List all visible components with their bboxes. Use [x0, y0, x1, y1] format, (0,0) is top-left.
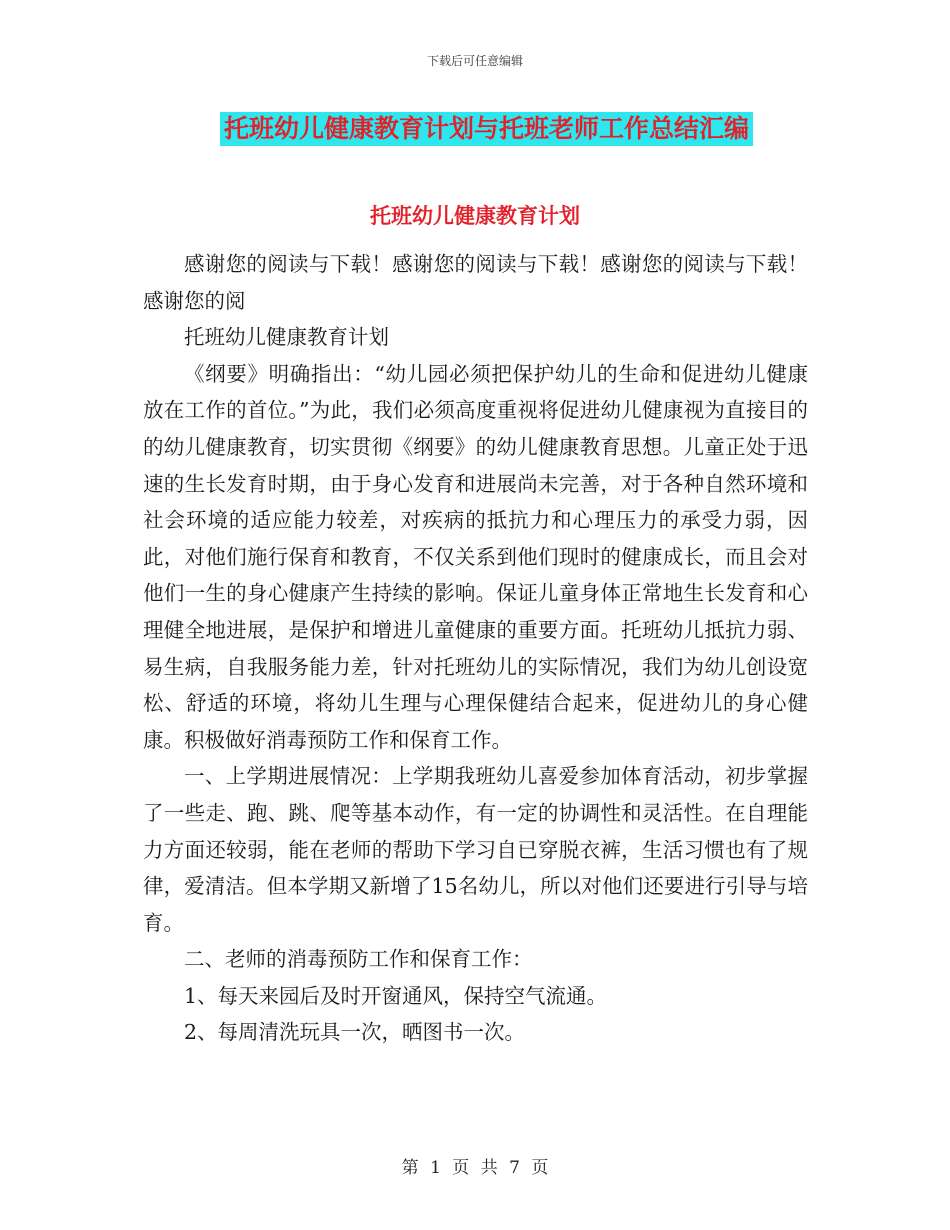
paragraph-intro: 《纲要》明确指出：“幼儿园必须把保护幼儿的生命和促进幼儿健康放在工作的首位。”为此，我们必须高度重视将促进幼儿健康视为直接目的的幼儿健康教育，切实贯彻《纲要》的幼儿健康教育思想。儿童正处于迅速的生长发育时期，由于身心发育和进展尚未完善，对于各种自然环境和社会环境的适应能力较差，对疾病的抵抗力和心理压力的承受力弱，因此，对他们施行保育和教育，不仅关系到他们现时的健康成长，而且会对他们一生的身心健康产生持续的影响。保证儿童身体正常地生长发育和心理健全地进展，是保护和增进儿童健康的重要方面。托班幼儿抵抗力弱、易生病，自我服务能力差，针对托班幼儿的实际情况，我们为幼儿创设宽松、舒适的环境，将幼儿生理与心理保健结合起来，促进幼儿的身心健康。积极做好消毒预防工作和保育工作。 — [143, 361, 808, 752]
paragraph-section-two: 二、老师的消毒预防工作和保育工作： — [184, 947, 533, 972]
paragraph-item-2: 2、每周清洗玩具一次，晒图书一次。 — [184, 1020, 526, 1045]
paragraph-subtitle: 托班幼儿健康教育计划 — [184, 325, 389, 350]
page-number: 第 1 页 共 7 页 — [401, 1158, 549, 1178]
header-note: 下载后可任意编辑 — [426, 54, 523, 68]
paragraph-thanks: 感谢您的阅读与下载！感谢您的阅读与下载！感谢您的阅读与下载！感谢您的阅 — [143, 252, 808, 313]
paragraph-item-1: 1、每天来园后及时开窗通风，保持空气流通。 — [184, 983, 608, 1008]
document-body — [143, 246, 808, 1051]
document-title: 托班幼儿健康教育计划与托班老师工作总结汇编 — [220, 112, 753, 146]
section-title: 托班幼儿健康教育计划 — [370, 204, 580, 228]
paragraph-last-semester: 一、上学期进展情况：上学期我班幼儿喜爱参加体育活动，初步掌握了一些走、跑、跳、爬等基本动作，有一定的协调性和灵活性。在自理能力方面还较弱，能在老师的帮助下学习自已穿脱衣裤，生活习惯也有了规律，爱清洁。但本学期又新增了15名幼儿，所以对他们还要进行引导与培育。 — [143, 764, 808, 935]
